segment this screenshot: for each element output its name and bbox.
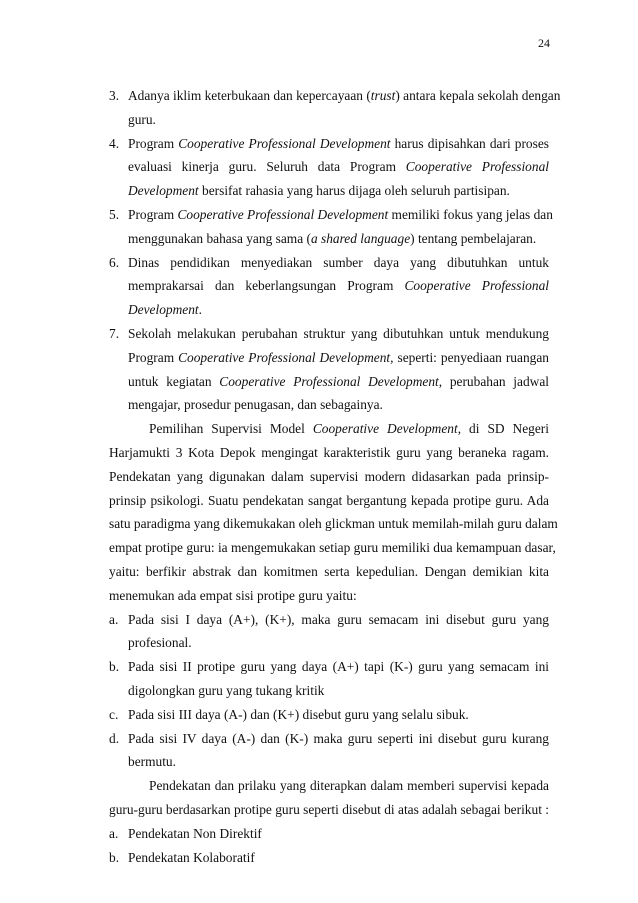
text-line: evaluasi kinerja guru. Seluruh data Program Cooperative Professional xyxy=(128,159,549,175)
text-line: profesional. xyxy=(128,635,192,651)
list-number: 4. xyxy=(109,135,120,151)
text-line: yaitu: berfikir abstrak dan komitmen serta kepedulian. Dengan demikian kita xyxy=(109,563,549,579)
list-number: 3. xyxy=(109,88,120,103)
text-line: bermutu. xyxy=(128,754,176,770)
list-number: b. xyxy=(109,849,120,865)
list-number: a. xyxy=(109,611,119,627)
text-line: Pendekatan dan prilaku yang diterapkan dalam memberi supervisi kepada xyxy=(149,778,549,794)
text-line: a. Pada sisi I daya (A+), (K+), maka guru semacam ini disebut guru yang xyxy=(109,608,549,632)
list-number: 5. xyxy=(109,206,120,222)
list-number: 6. xyxy=(109,254,120,270)
list-number: c. xyxy=(109,706,119,722)
text-line: satu paradigma yang dikemukakan oleh glickman untuk memilah-milah guru dalam xyxy=(109,516,558,532)
text-line: b. Pendekatan Kolaboratif xyxy=(109,846,549,870)
list-number: a. xyxy=(109,825,119,841)
text-line: a. Pendekatan Non Direktif xyxy=(109,822,549,846)
text-line: 5. Program Cooperative Professional Development memiliki fokus yang jelas dan xyxy=(109,203,549,227)
list-number: b. xyxy=(109,659,120,675)
text-line: menggunakan bahasa yang sama (a shared language) tentang pembelajaran. xyxy=(128,230,537,246)
text-line: digolongkan guru yang tukang kritik xyxy=(128,682,325,698)
text-line: Harjamukti 3 Kota Depok mengingat karakteristik guru yang beraneka ragam. xyxy=(109,444,549,460)
text-line: Program Cooperative Professional Development, seperti: penyediaan ruangan xyxy=(128,349,549,365)
body-text xyxy=(109,84,561,869)
text-line: 7. Sekolah melakukan perubahan struktur yang dibutuhkan untuk mendukung xyxy=(109,322,549,346)
text-line: guru-guru berdasarkan protipe guru seperti disebut di atas adalah sebagai berikut : xyxy=(109,801,549,817)
text-line: Development. xyxy=(128,302,203,318)
text-line: 6. Dinas pendidikan menyediakan sumber daya yang dibutuhkan untuk xyxy=(109,251,549,275)
text-line: empat protipe guru: ia mengemukakan setiap guru memiliki dua kemampuan dasar, xyxy=(109,540,556,556)
text-line: d. Pada sisi IV daya (A-) dan (K-) maka guru seperti ini disebut guru kurang xyxy=(109,727,549,751)
page-number: 24 xyxy=(538,36,550,50)
text-line: 4. Program Cooperative Professional Development harus dipisahkan dari proses xyxy=(109,132,549,156)
text-line: memprakarsai dan keberlangsungan Program Cooperative Professional xyxy=(128,278,549,294)
text-line: b. Pada sisi II protipe guru yang daya (A+) tapi (K-) guru yang semacam ini xyxy=(109,655,549,679)
text-line: menemukan ada empat sisi protipe guru yaitu: xyxy=(109,587,357,603)
text-line: untuk kegiatan Cooperative Professional Development, perubahan jadwal xyxy=(128,373,549,389)
list-number: 7. xyxy=(109,325,120,341)
text-line: Development bersifat rahasia yang harus dijaga oleh seluruh partisipan. xyxy=(128,183,510,199)
text-line: 3. Adanya iklim keterbukaan dan kepercayaan (trust) antara kepala sekolah dengan xyxy=(109,84,549,108)
text-line: guru. xyxy=(128,111,156,127)
text-line: prinsip psikologi. Suatu pendekatan sangat bergantung kepada protipe guru. Ada xyxy=(109,492,549,508)
text-line: Pendekatan yang digunakan dalam supervisi modern didasarkan pada prinsip- xyxy=(109,468,549,484)
text-line: mengajar, prosedur penugasan, dan sebagainya. xyxy=(128,397,383,413)
list-number: d. xyxy=(109,730,120,746)
text-line: Pemilihan Supervisi Model Cooperative Development, di SD Negeri xyxy=(149,421,549,437)
text-line: c. Pada sisi III daya (A-) dan (K+) disebut guru yang selalu sibuk. xyxy=(109,703,549,727)
